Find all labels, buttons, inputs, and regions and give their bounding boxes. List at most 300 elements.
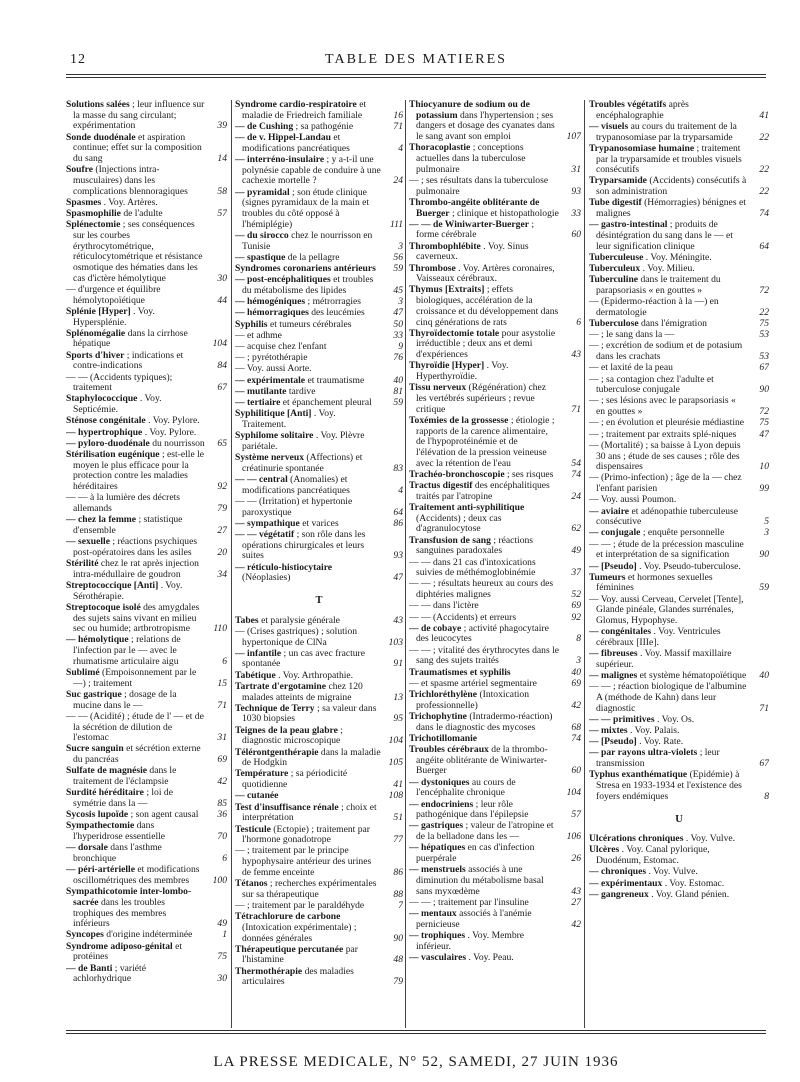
index-entry xyxy=(66,351,227,372)
index-entry xyxy=(235,431,403,452)
page-ref: 45 xyxy=(393,284,403,296)
index-entry xyxy=(589,671,769,682)
entry-text xyxy=(235,133,381,154)
page-ref: 59 xyxy=(393,396,403,408)
page-ref: 71 xyxy=(571,403,581,415)
index-entry xyxy=(409,668,581,679)
entry-text xyxy=(589,649,747,670)
page-ref: 83 xyxy=(393,462,403,474)
entry-text xyxy=(409,624,559,645)
page-ref: 8 xyxy=(576,633,581,645)
entry-description: — Voy. aussi Poumon. xyxy=(589,494,677,506)
index-column-1 xyxy=(66,100,227,1045)
entry-text xyxy=(589,198,747,219)
page-ref: 24 xyxy=(571,490,581,502)
entry-headword: Thoracoplastie xyxy=(409,142,471,154)
index-entry xyxy=(66,690,227,711)
entry-text xyxy=(235,519,381,530)
entry-description: . Voy. Milieu. xyxy=(642,263,695,275)
page-ref: 30 xyxy=(217,973,227,985)
entry-text xyxy=(235,387,381,398)
entry-text xyxy=(66,285,205,306)
index-entry xyxy=(66,428,227,439)
entry-text xyxy=(235,475,381,496)
section-letter: T xyxy=(315,594,323,606)
page-ref: 14 xyxy=(217,153,227,165)
index-entry xyxy=(589,122,769,143)
entry-headword: Tuberculose xyxy=(589,318,639,330)
entry-headword: — post-encéphalitiques xyxy=(235,274,331,286)
index-entry xyxy=(235,297,403,308)
entry-description: ; son agent causal xyxy=(130,809,199,821)
entry-text xyxy=(409,383,559,415)
index-entry xyxy=(409,865,581,897)
page-ref: 22 xyxy=(759,306,769,318)
page-ref: 24 xyxy=(393,175,403,187)
entry-description: — et spasme artériel segmentaire xyxy=(409,677,537,689)
entry-headword: — visuels xyxy=(589,120,629,132)
index-entry xyxy=(66,712,227,744)
index-entry xyxy=(235,342,403,353)
entry-text xyxy=(66,887,205,930)
entry-description: — ; excrétion de sodium et de potasium dans les crachats xyxy=(589,340,743,363)
entry-description: ; ses risques xyxy=(506,468,554,480)
index-entry xyxy=(409,712,581,733)
entry-text xyxy=(409,734,559,745)
entry-text xyxy=(589,834,747,845)
index-entry xyxy=(66,766,227,787)
entry-text xyxy=(235,155,381,187)
index-entry xyxy=(235,275,403,296)
index-entry xyxy=(409,821,581,842)
index-entry xyxy=(589,879,769,890)
entry-text xyxy=(66,788,205,809)
entry-description: ; forme cérébrale xyxy=(416,218,535,241)
index-entry xyxy=(409,800,581,821)
entry-description: — (Mortalité) ; sa baisse à Lyon depuis 30 ans ; étude de ses causes ; rôle des dispensaires xyxy=(589,439,741,473)
entry-text xyxy=(589,726,747,737)
entry-description: ; diagnostic microscopique xyxy=(242,724,343,747)
entry-description: et modifications oscillométriques des membres xyxy=(73,864,200,886)
entry-text xyxy=(589,341,747,362)
index-entry xyxy=(589,341,769,362)
entry-headword: — sexuelle xyxy=(66,536,110,548)
entry-text xyxy=(66,439,205,450)
entry-text xyxy=(66,329,205,350)
entry-text xyxy=(66,165,205,197)
page-ref: 79 xyxy=(393,976,403,988)
entry-headword: — dystoniques xyxy=(409,776,470,788)
entry-description: et aspiration continue; effet sur la composition du sang xyxy=(73,131,202,165)
entry-description: — ; traitement par le paraldéhyde xyxy=(235,899,365,911)
entry-text xyxy=(66,964,205,985)
index-entry xyxy=(589,649,769,670)
entry-headword: Thrombose xyxy=(409,262,456,274)
index-entry xyxy=(589,834,769,845)
entry-description: — ; traitement par extraits splé-niques xyxy=(589,428,737,440)
entry-description: de la pellagre xyxy=(287,251,340,263)
page-ref: 103 xyxy=(388,636,403,648)
page-ref: 53 xyxy=(759,329,769,341)
page-ref: 99 xyxy=(759,483,769,495)
entry-description: dans l'hypertension ; ses dangers et dosage des cyanates dans le sang avant son emploi xyxy=(416,109,555,143)
page-ref: 44 xyxy=(217,294,227,306)
entry-description: ; leur transmission xyxy=(596,747,720,770)
entry-text xyxy=(235,231,381,252)
page-ref: 42 xyxy=(571,918,581,930)
page-ref: 108 xyxy=(388,790,403,802)
entry-description: — — (Irritation) et hypertonie paroxystique xyxy=(235,495,353,518)
entry-description: ; enquête personnelle xyxy=(642,527,725,539)
index-entry xyxy=(409,264,581,285)
index-entry xyxy=(589,595,769,627)
entry-headword: Sycosis lupoïde xyxy=(66,809,129,821)
index-entry xyxy=(589,418,769,429)
index-entry xyxy=(409,601,581,612)
index-entry xyxy=(589,100,769,121)
entry-headword: Syndrome adiposo-génital xyxy=(66,940,173,952)
entry-description: — — à la lumière des décrets allemands xyxy=(66,492,181,515)
entry-description: . Voy. Peau. xyxy=(468,951,514,963)
index-entry xyxy=(409,361,581,382)
index-entry xyxy=(409,285,581,328)
entry-headword: Thyroïdectomie totale xyxy=(409,327,500,339)
index-entry xyxy=(235,671,403,682)
entry-headword: Sucre sanguin xyxy=(66,743,124,755)
entry-headword: — malignes xyxy=(589,670,638,682)
entry-headword: — sympathique xyxy=(235,517,300,529)
entry-description: ; recherches expérimentales sur sa thérapeutique xyxy=(242,878,377,900)
entry-text xyxy=(589,430,747,441)
entry-description: des maladies articulaires xyxy=(242,965,354,988)
entry-text xyxy=(589,770,747,802)
index-entry xyxy=(409,646,581,667)
entry-text xyxy=(409,198,559,219)
entry-text xyxy=(66,209,205,220)
entry-text xyxy=(589,507,747,528)
entry-headword: — trophiques xyxy=(409,929,466,941)
entry-description: associés à une diminution du métabolisme basal sans myxœdème xyxy=(416,864,544,897)
entry-description: (Néoplasies) xyxy=(242,572,291,584)
page-ref: 7 xyxy=(398,899,403,911)
index-entry xyxy=(235,803,403,824)
entry-description: (Injections intra-musculaires) dans les complications blennoragiques xyxy=(73,164,188,197)
entry-text xyxy=(66,603,205,635)
entry-text xyxy=(589,573,747,594)
entry-description: par l'histamine xyxy=(242,943,358,966)
entry-headword: — [Pseudo] xyxy=(589,736,637,748)
entry-description: . Voy. Membre inférieur. xyxy=(416,929,525,952)
page-ref: 86 xyxy=(393,866,403,878)
entry-text xyxy=(409,800,559,821)
page-ref: 72 xyxy=(759,406,769,418)
entry-text xyxy=(235,353,381,364)
entry-description: ; variété achlorhydrique xyxy=(73,962,146,985)
entry-description: ; métrorragies xyxy=(307,296,362,308)
entry-description: (Accidents) ; deux cas d'agranulocytose xyxy=(416,512,502,535)
entry-description: . Voy. Méningite. xyxy=(645,251,712,263)
entry-headword: Trachéo-bronchoscopie xyxy=(409,468,505,480)
entry-text xyxy=(235,704,381,725)
index-entry xyxy=(235,748,403,769)
entry-description: — — (Acidité) ; étude de l' — et de la sécrétion de dilution de l'estomac xyxy=(66,710,204,744)
entry-text xyxy=(589,890,747,901)
entry-headword: Testicule xyxy=(235,823,271,835)
page-ref: 51 xyxy=(393,812,403,824)
entry-text xyxy=(409,558,559,579)
index-entry xyxy=(235,769,403,790)
entry-text xyxy=(235,331,381,342)
page-ref: 27 xyxy=(217,524,227,536)
page-ref: 60 xyxy=(571,229,581,241)
entry-text xyxy=(235,682,381,703)
entry-headword: Thiocyanure de sodium ou de potassium xyxy=(409,100,530,121)
page-ref: 92 xyxy=(571,611,581,623)
entry-text xyxy=(235,649,381,670)
entry-headword: Trichophytine xyxy=(409,710,467,722)
page-ref: 85 xyxy=(217,798,227,809)
index-entry xyxy=(589,198,769,219)
entry-headword: Troubles végétatifs xyxy=(589,100,667,110)
entry-text xyxy=(409,100,559,143)
page-ref: 36 xyxy=(217,809,227,821)
entry-headword: — mutilante xyxy=(235,385,287,397)
index-entry xyxy=(66,887,227,930)
page-ref: 111 xyxy=(390,218,403,230)
page-ref: 3 xyxy=(764,527,769,539)
index-entry xyxy=(589,319,769,330)
entry-description: — Voy. aussi Cerveau, Cervelet [Tente], Glande pinéale, Glandes surrénales, Glomus, Hypophyse. xyxy=(589,593,744,627)
entry-headword: — dorsale xyxy=(66,842,108,854)
entry-text xyxy=(235,297,381,308)
index-entry xyxy=(409,579,581,600)
entry-headword: Trypanosomiase humaine xyxy=(589,142,695,154)
index-entry xyxy=(66,165,227,197)
entry-description: ; réactions sanguines paradoxales xyxy=(416,534,534,557)
entry-headword: Télérontgenthérapie xyxy=(235,746,319,758)
page-ref: 49 xyxy=(217,918,227,930)
page-ref: 60 xyxy=(571,765,581,777)
entry-description: . Voy. Traitement. xyxy=(242,408,336,430)
entry-text xyxy=(235,726,381,747)
entry-text xyxy=(589,441,747,473)
index-entry xyxy=(589,770,769,802)
entry-description: des encéphalitiques traités par l'atropine xyxy=(416,480,550,502)
entry-headword: — menstruels xyxy=(409,864,466,876)
page-ref: 106 xyxy=(566,831,581,843)
entry-text xyxy=(235,431,381,452)
entry-text xyxy=(235,364,381,375)
index-entry xyxy=(409,953,581,964)
index-entry xyxy=(66,307,227,328)
entry-text xyxy=(409,220,559,241)
entry-headword: — hémolytique xyxy=(66,634,129,646)
entry-headword: — péri-artérielle xyxy=(66,864,135,876)
entry-headword: — gastro-intestinal xyxy=(589,219,668,231)
page-ref: 71 xyxy=(217,699,227,711)
page-ref: 74 xyxy=(759,208,769,220)
entry-text xyxy=(66,930,205,941)
index-entry xyxy=(66,493,227,514)
page-ref: 52 xyxy=(571,589,581,601)
entry-text xyxy=(66,690,205,711)
entry-text xyxy=(66,198,205,209)
entry-headword: Surdité héréditaire xyxy=(66,787,144,799)
page-ref: 75 xyxy=(759,417,769,429)
index-entry xyxy=(235,945,403,966)
entry-headword: — hypertrophique xyxy=(66,426,143,438)
entry-description: ; loi de symétrie dans la — xyxy=(73,787,173,809)
page-ref: 69 xyxy=(571,677,581,689)
entry-text xyxy=(235,342,381,353)
entry-description: et traumatisme xyxy=(307,374,365,386)
entry-text xyxy=(66,537,205,558)
page-ref: 20 xyxy=(217,546,227,558)
index-entry xyxy=(235,912,403,944)
entry-description: — et laxité de la peau xyxy=(589,362,673,374)
entry-text xyxy=(589,319,747,330)
index-entry xyxy=(409,558,581,579)
entry-description: . Voy. Vulve. xyxy=(685,833,736,845)
index-entry xyxy=(235,704,403,725)
entry-text xyxy=(409,668,559,679)
entry-text xyxy=(235,100,381,121)
entry-description: . Voy. Hypersplénie. xyxy=(73,305,155,328)
page-ref: 3 xyxy=(576,655,581,667)
entry-description: ; sa valeur dans 1030 biopsies xyxy=(242,702,377,725)
entry-description: . Voy. Estomac. xyxy=(664,877,725,889)
entry-description: des amygdales des sujets sains vivant en milieu sec ou humide; artbrotropisme xyxy=(73,601,200,635)
entry-headword: Tuberculeux xyxy=(589,263,641,275)
entry-headword: Syphilis xyxy=(235,318,268,330)
entry-text xyxy=(66,493,205,514)
index-entry xyxy=(66,559,227,580)
entry-headword: — gangreneux xyxy=(589,888,649,900)
index-entry xyxy=(589,396,769,417)
page-ref: 22 xyxy=(759,186,769,198)
entry-text xyxy=(409,931,559,952)
entry-description: de l'adulte xyxy=(123,208,163,220)
page-ref: 93 xyxy=(571,185,581,197)
entry-description: . Voy. Artères. xyxy=(103,196,158,208)
entry-text xyxy=(409,242,559,263)
entry-description: ; son rôle dans les opérations chirurgicales et leurs suites xyxy=(242,528,366,562)
index-entry xyxy=(235,563,403,584)
index-columns xyxy=(66,100,770,1045)
page-ref: 4 xyxy=(398,142,403,154)
entry-description: (Intoxication professionnelle) xyxy=(416,688,529,711)
entry-headword: — mixtes xyxy=(589,725,628,737)
index-entry xyxy=(409,481,581,502)
page-ref: 59 xyxy=(393,263,403,275)
index-entry xyxy=(589,330,769,341)
entry-text xyxy=(589,748,747,769)
entry-description: dans le traitement du parapsoriasis « en gouttes » xyxy=(596,274,721,296)
entry-description: (Epidémie) à Stresa en 1933-1934 et l'existence des foyers endémiques xyxy=(596,769,742,802)
entry-description: et modifications pancréatiques xyxy=(242,132,350,154)
entry-description: . Voy. Ventricules cérébraux [IIIe]. xyxy=(596,626,721,648)
entry-text xyxy=(589,562,747,573)
entry-text xyxy=(235,627,381,648)
entry-description: — et adhme xyxy=(235,329,282,341)
page-ref: 71 xyxy=(759,702,769,714)
entry-headword: Tissu nerveux xyxy=(409,382,467,394)
entry-headword: — interréno-insulaire xyxy=(235,154,325,166)
page-ref: 53 xyxy=(759,351,769,363)
page-ref: 42 xyxy=(571,699,581,711)
index-entry xyxy=(409,679,581,690)
entry-text xyxy=(409,143,559,175)
entry-description: . Voy. Pylore. xyxy=(144,426,197,438)
entry-text xyxy=(66,821,205,842)
page-ref: 76 xyxy=(393,352,403,364)
entry-text xyxy=(66,515,205,536)
entry-text xyxy=(66,712,205,744)
entry-text xyxy=(235,530,381,562)
entry-description: dans le traitement de l'éclampsie xyxy=(73,765,177,788)
page-ref: 3 xyxy=(398,240,403,252)
entry-headword: Stérilité xyxy=(66,558,99,570)
page-ref: 67 xyxy=(759,362,769,374)
entry-text xyxy=(235,671,381,682)
entry-text xyxy=(235,264,381,275)
entry-headword: — de cobaye xyxy=(409,622,462,634)
entry-description: et système hématopoïétique xyxy=(639,670,747,682)
entry-headword: Ulcères xyxy=(589,844,620,856)
page-ref: 6 xyxy=(576,316,581,328)
index-entry xyxy=(66,416,227,427)
page-ref: 90 xyxy=(759,384,769,396)
page-ref: 69 xyxy=(571,600,581,612)
entry-description: — — dans l'ictère xyxy=(409,600,479,612)
index-entry xyxy=(66,810,227,821)
entry-headword: Température xyxy=(235,768,289,780)
entry-text xyxy=(589,473,747,494)
entry-description: . Voy. Sérothérapie. xyxy=(73,579,183,602)
index-entry xyxy=(589,375,769,396)
entry-description: . Voy. Vulve. xyxy=(648,866,698,878)
index-entry xyxy=(235,353,403,364)
index-entry xyxy=(235,825,403,846)
index-entry xyxy=(235,320,403,331)
entry-description: ; sa périodicité quotidienne xyxy=(242,768,348,791)
index-entry xyxy=(66,581,227,602)
entry-headword: — hépatiques xyxy=(409,842,466,854)
page-ref: 41 xyxy=(393,779,403,791)
index-entry xyxy=(589,562,769,573)
index-entry xyxy=(589,495,769,506)
index-entry xyxy=(66,100,227,132)
entry-description: — ; ses lésions avec le parapsoriasis « en gouttes » xyxy=(589,395,736,418)
entry-text xyxy=(409,481,559,502)
entry-headword: — infantile xyxy=(235,647,282,659)
index-entry xyxy=(235,627,403,648)
index-entry xyxy=(409,329,581,361)
index-entry xyxy=(409,898,581,909)
page-ref: 43 xyxy=(571,885,581,897)
index-entry xyxy=(589,264,769,275)
entry-text xyxy=(589,100,747,121)
index-entry xyxy=(589,430,769,441)
entry-text xyxy=(409,646,559,667)
page-ref: 81 xyxy=(393,385,403,397)
entry-headword: — fibreuses xyxy=(589,648,638,660)
entry-headword: Thérapeutique percutanée xyxy=(235,943,344,955)
entry-text xyxy=(409,821,559,842)
entry-text xyxy=(589,671,747,682)
page-ref: 90 xyxy=(759,549,769,561)
index-entry xyxy=(589,573,769,594)
